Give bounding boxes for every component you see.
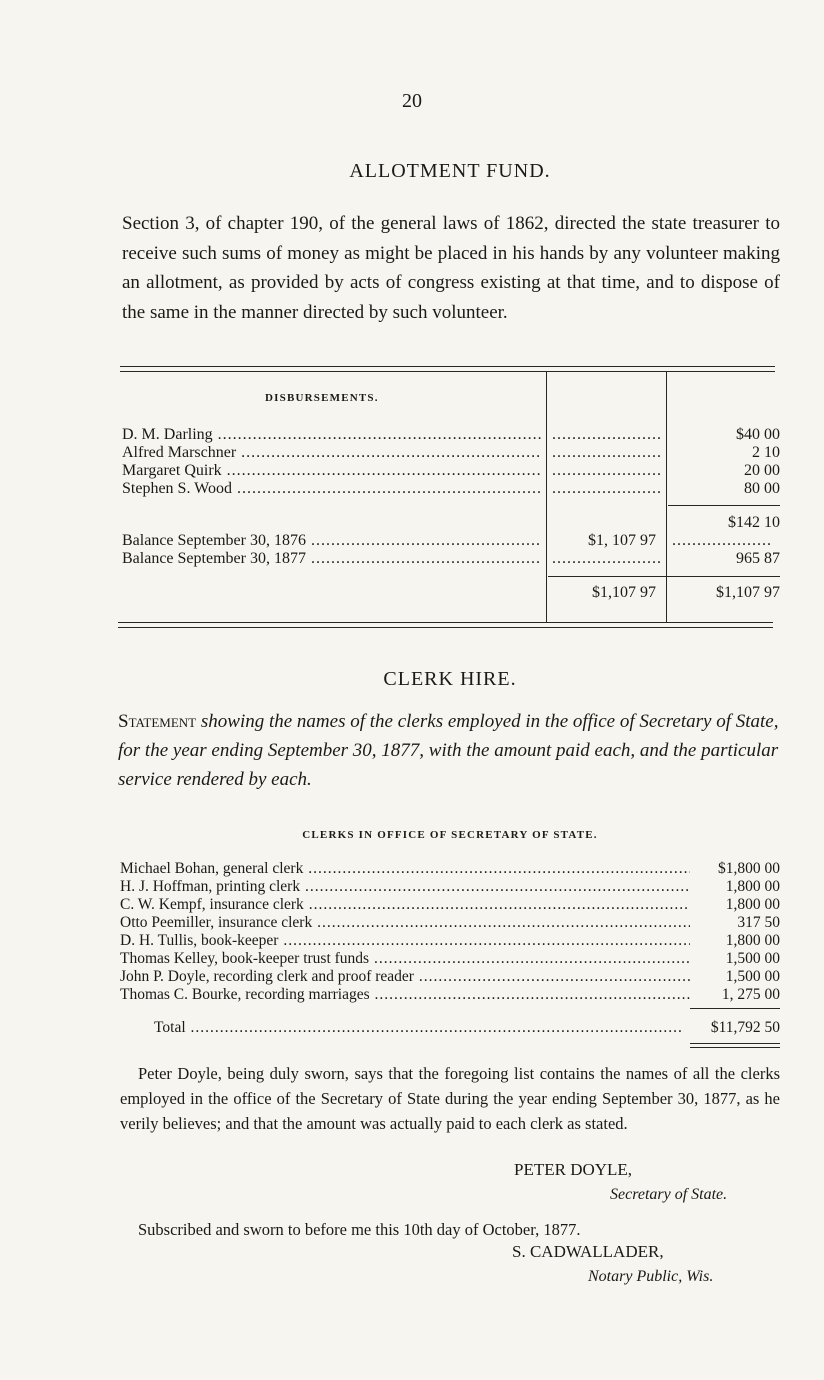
clerk-name: Michael Bohan, general clerk [120,860,304,877]
payee-name: Margaret Quirk [122,462,222,479]
table-top-rule [120,366,775,367]
subtotal-amount: $142 10 [728,514,780,531]
dot-leader [672,532,772,550]
page-number: 20 [402,90,422,112]
clerk-row [120,932,780,950]
clerk-amount: 1,500 00 [725,968,780,985]
signer-title: Secretary of State. [610,1186,728,1203]
statement-lead: Statement [118,711,197,732]
clerk-amount: 1,500 00 [725,950,780,967]
clerk-name: Thomas Kelley, book-keeper trust funds [120,950,370,967]
table-top-rule-2 [120,371,775,372]
allotment-fund-title: ALLOTMENT FUND. [349,160,551,182]
disbursement-row [122,480,542,498]
clerks-subheading: CLERKS IN OFFICE OF SECRETARY OF STATE. [302,829,598,841]
subtotal-rule [668,505,780,506]
clerk-amount: 317 50 [737,914,780,931]
clerk-name: Thomas C. Bourke, recording marriages [120,986,370,1003]
total-rule [548,576,780,577]
clerk-hire-statement [118,707,782,794]
oath-paragraph: Peter Doyle, being duly sworn, says that the foregoing list contains the names of all the clerks employed in the office of the Secretary of State during the year ending September 30, 1877, as he verily believes; and that the amount was actually paid to each clerk as stated. [120,1064,780,1133]
column-divider-2 [666,372,667,622]
total-label: Total [154,1019,186,1036]
balance-label: Balance September 30, 1877 [122,550,306,567]
clerk-row [120,968,780,986]
payee-name: Stephen S. Wood [122,480,232,497]
balance-label: Balance September 30, 1876 [122,532,306,549]
clerk-row [120,878,780,896]
payee-name: Alfred Marschner [122,444,237,461]
clerk-row [120,896,780,914]
dot-leader [552,462,660,480]
clerk-amount: 1,800 00 [725,896,780,913]
dot-leader [552,444,660,462]
clerk-amount: 1, 275 00 [721,986,780,1003]
table-bottom-rule-2 [118,627,773,628]
subscribed-line: Subscribed and sworn to before me this 10th day of October, 1877. [138,1220,581,1239]
payment-amount: 20 00 [744,462,780,479]
clerk-total-rule [690,1043,780,1044]
disbursement-row [122,444,542,462]
table-bottom-rule [118,622,773,623]
payment-amount: 2 10 [752,444,780,461]
clerk-name: Otto Peemiller, insurance clerk [120,914,313,931]
clerk-amount: 1,800 00 [725,878,780,895]
balance-row [122,550,542,568]
clerk-amount: $1,800 00 [718,860,780,877]
clerk-row [120,950,780,968]
notary-title: Notary Public, Wis. [588,1268,714,1285]
payee-name: D. M. Darling [122,426,213,443]
disbursement-row [122,462,542,480]
balance-amount: $1, 107 97 [588,532,656,549]
total-amount-col1: $1,107 97 [592,584,656,601]
allotment-paragraph: Section 3, of chapter 190, of the general laws of 1862, directed the state treasurer to receive such sums of money as might be placed in his hands by any volunteer making an allotment, as provided by acts of congress existing at that time, and to dispose of the same in the manner directed by such volunteer. [122,213,780,323]
dot-leader [552,426,660,444]
clerk-name: D. H. Tullis, book-keeper [120,932,279,949]
clerk-total-row [154,1019,780,1037]
clerk-row [120,914,780,932]
clerk-name: John P. Doyle, recording clerk and proof reader [120,968,414,985]
balance-row [122,532,542,550]
dot-leader [552,480,660,498]
disbursements-heading: DISBURSEMENTS. [265,392,379,404]
payment-amount: 80 00 [744,480,780,497]
total-amount-col2: $1,107 97 [716,584,780,601]
balance-amount: 965 87 [736,550,780,567]
clerk-total-amount: $11,792 50 [710,1019,780,1036]
clerk-row [120,986,780,1004]
clerk-sum-rule [690,1008,780,1009]
statement-text: showing the names of the clerks employed in the office of Secretary of State, for the year ending September 30, 1877, with the amount paid each, and the particular service rendered by each. [118,711,779,790]
clerk-row [120,860,780,878]
clerk-name: H. J. Hoffman, printing clerk [120,878,301,895]
clerk-total-rule-2 [690,1047,780,1048]
notary-name: S. CADWALLADER, [512,1242,664,1261]
clerk-name: C. W. Kempf, insurance clerk [120,896,304,913]
clerk-amount: 1,800 00 [725,932,780,949]
disbursement-row [122,426,542,444]
column-divider-1 [546,372,547,622]
signer-name: PETER DOYLE, [514,1160,633,1179]
clerk-hire-title: CLERK HIRE. [383,668,517,690]
payment-amount: $40 00 [736,426,780,443]
dot-leader [552,550,660,568]
